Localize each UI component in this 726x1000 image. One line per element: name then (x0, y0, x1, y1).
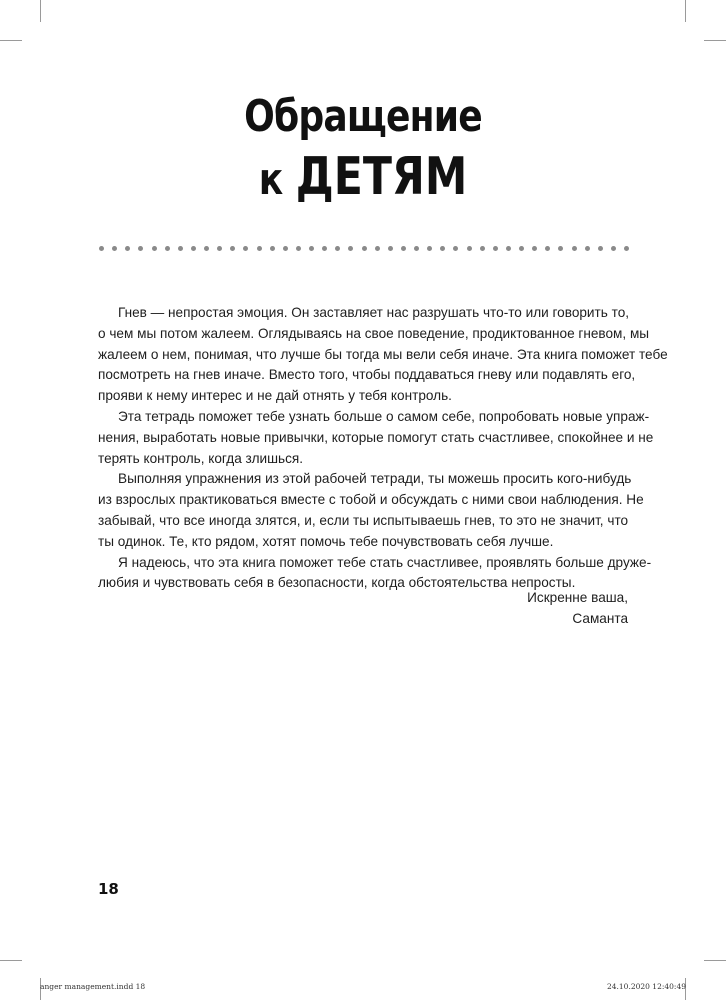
divider-dot (480, 246, 485, 251)
title-emphasis: ДЕТЯМ (295, 147, 468, 207)
divider-dot (572, 246, 577, 251)
divider-dot (598, 246, 603, 251)
divider-dot (257, 246, 262, 251)
divider-dot (309, 246, 314, 251)
page-number: 18 (98, 880, 119, 898)
divider-dot (322, 246, 327, 251)
crop-mark (704, 960, 726, 961)
divider-dot (467, 246, 472, 251)
divider-dot (388, 246, 393, 251)
divider-dot (624, 246, 629, 251)
divider-dot (230, 246, 235, 251)
title-line-2 (65, 148, 660, 209)
divider-dot (204, 246, 209, 251)
divider-dot (453, 246, 458, 251)
divider-dot (545, 246, 550, 251)
body-text (98, 303, 668, 594)
paragraph-line: любия и чувствовать себя в безопасности, когда обстоятельства непросты. (98, 575, 576, 591)
divider-dot (99, 246, 104, 251)
divider-dot (506, 246, 511, 251)
paragraph-line: прояви к нему интерес и не дай отнять у тебя контроль. (98, 388, 452, 404)
divider-dot (375, 246, 380, 251)
paragraph-line: о чем мы потом жалеем. Оглядываясь на свое поведение, продиктованное гневом, мы (98, 325, 650, 341)
paragraph-line: Гнев — непростая эмоция. Он заставляет нас разрушать что-то или говорить то, (118, 305, 630, 320)
divider-dot (440, 246, 445, 251)
divider-dot (178, 246, 183, 251)
divider-dot (348, 246, 353, 251)
divider-dot (125, 246, 130, 251)
crop-mark (704, 40, 726, 41)
divider-dot (112, 246, 117, 251)
slug-filename: anger management.indd 18 (40, 982, 146, 991)
paragraph-line: посмотреть на гнев иначе. Вместо того, чтобы поддаваться гневу или подавлять его, (98, 367, 636, 383)
page-title (0, 88, 726, 209)
divider-dot (519, 246, 524, 251)
title-line-1: Обращение (244, 91, 482, 142)
crop-mark (0, 40, 22, 41)
divider-dot (427, 246, 432, 251)
divider-dot (532, 246, 537, 251)
divider-dot (611, 246, 616, 251)
divider-dot (585, 246, 590, 251)
paragraph-line: ты одинок. Те, кто рядом, хотят помочь тебе почувствовать себя лучше. (98, 533, 554, 549)
paragraph-line: забывай, что все иногда злятся, и, если ты испытываешь гнев, то это не значит, что (98, 512, 629, 528)
divider-dot (558, 246, 563, 251)
paragraph-line: из взрослых практиковаться вместе с тобой и обсуждать с ними свои наблюдения. Не (98, 492, 644, 508)
divider-dot (152, 246, 157, 251)
paragraph-line: Выполняя упражнения из этой рабочей тетради, ты можешь просить кого-нибудь (118, 471, 632, 487)
divider-dot (414, 246, 419, 251)
divider-dot (362, 246, 367, 251)
divider-dot (493, 246, 498, 251)
paragraph-line: Я надеюсь, что эта книга поможет тебе стать счастливее, проявлять больше друже- (118, 554, 652, 570)
divider-dot (165, 246, 170, 251)
divider-dot (138, 246, 143, 251)
crop-mark (40, 0, 41, 22)
paragraph-line: нения, выработать новые привычки, которые помогут стать счастливее, спокойнее и не (98, 429, 654, 445)
signature (527, 588, 628, 630)
divider-dot (270, 246, 275, 251)
slug-timestamp: 24.10.2020 12:40:49 (606, 982, 686, 991)
paragraph-line: жалеем о нем, понимая, что лучше бы тогда мы вели себя иначе. Эта книга поможет тебе (98, 346, 668, 362)
title-prefix: к (258, 154, 296, 205)
paragraph-line: терять контроль, когда злишься. (98, 450, 304, 466)
divider-dot (217, 246, 222, 251)
divider-dot (243, 246, 248, 251)
crop-mark (0, 960, 22, 961)
paragraph-line: Эта тетрадь поможет тебе узнать больше о самом себе, попробовать новые упраж- (118, 408, 650, 424)
divider-dot (335, 246, 340, 251)
signature-name: Саманта (572, 610, 628, 626)
dotted-divider (99, 244, 629, 252)
signature-closing: Искренне ваша, (527, 590, 628, 605)
divider-dot (296, 246, 301, 251)
divider-dot (401, 246, 406, 251)
divider-dot (283, 246, 288, 251)
crop-mark (685, 0, 686, 22)
divider-dot (191, 246, 196, 251)
